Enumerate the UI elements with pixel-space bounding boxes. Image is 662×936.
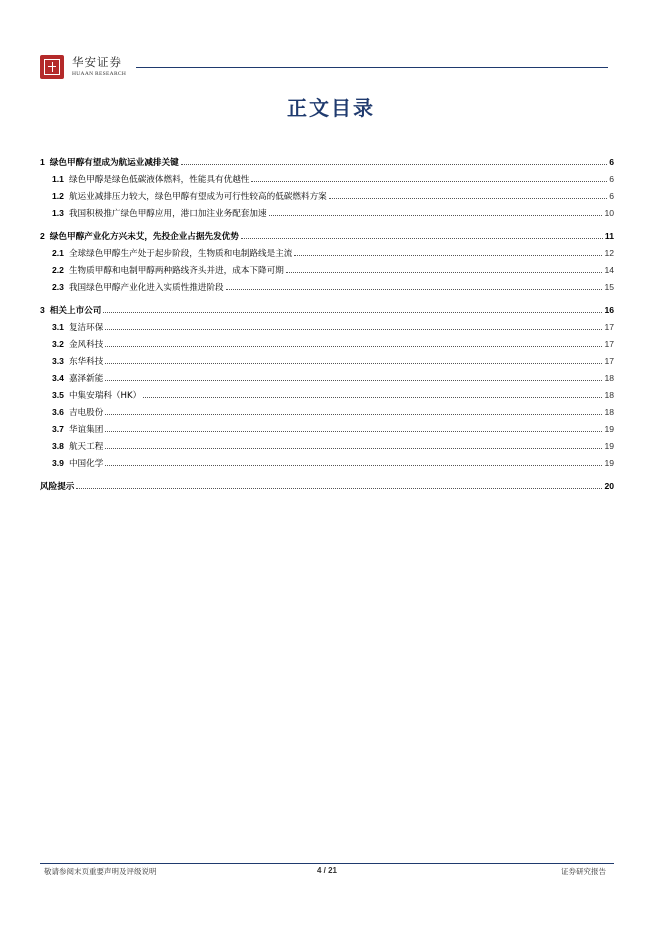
toc-entry-page: 14 [604, 265, 614, 275]
toc-dot-leader [105, 363, 602, 364]
toc-entry-page: 19 [604, 458, 614, 468]
toc-entry-page: 15 [604, 282, 614, 292]
toc-entry-label: 金风科技 [68, 340, 104, 350]
page-header [40, 54, 608, 80]
toc-dot-leader [329, 198, 607, 199]
toc-dot-leader [105, 329, 602, 330]
toc-entry-page: 18 [604, 390, 614, 400]
toc-entry-label: 东华科技 [68, 357, 104, 367]
toc-entry-page: 18 [604, 407, 614, 417]
toc-dot-leader [269, 215, 603, 216]
toc-entry-label: 航天工程 [68, 442, 104, 452]
toc-subsection-entry[interactable] [40, 190, 614, 207]
toc-entry-label: 风险提示 [40, 482, 75, 492]
toc-entry-label: 绿色甲醇是绿色低碳液体燃料，性能具有优越性 [68, 175, 250, 185]
toc-dot-leader [143, 397, 602, 398]
toc-entry-number: 3.9 [52, 458, 64, 468]
toc-entry-page: 6 [609, 174, 614, 184]
footer-divider [40, 863, 614, 864]
toc-entry-number: 3.5 [52, 390, 64, 400]
toc-entry-number: 3 [40, 305, 45, 315]
toc-entry-page: 11 [604, 231, 614, 241]
toc-entry-label: 绿色甲醇有望成为航运业减排关键 [49, 158, 179, 168]
page-footer [40, 866, 614, 880]
toc-subsection-entry[interactable] [40, 247, 614, 264]
toc-entry-number: 3.8 [52, 441, 64, 451]
toc-entry-label: 生物质甲醇和电制甲醇两种路线齐头并进，成本下降可期 [68, 266, 284, 276]
footer-report-type: 证券研究报告 [561, 867, 606, 876]
toc-dot-leader [251, 181, 607, 182]
toc-entry-page: 6 [609, 157, 614, 167]
toc-subsection-entry[interactable] [40, 338, 614, 355]
toc-subsection-entry[interactable] [40, 207, 614, 224]
brand-name-en: HUAAN RESEARCH [72, 71, 127, 77]
header-divider [136, 67, 608, 68]
toc-subsection-entry[interactable] [40, 423, 614, 440]
toc-entry-number: 3.6 [52, 407, 64, 417]
toc-subsection-entry[interactable] [40, 457, 614, 474]
toc-dot-leader [294, 255, 602, 256]
toc-entry-number: 2.2 [52, 265, 64, 275]
toc-entry-label: 全球绿色甲醇生产处于起步阶段，生物质和电制路线是主流 [68, 249, 293, 259]
toc-entry-label: 我国积极推广绿色甲醇应用，港口加注业务配套加速 [68, 209, 267, 219]
toc-entry-number: 1 [40, 157, 45, 167]
toc-dot-leader [286, 272, 603, 273]
brand-name-cn: 华安证券 [72, 55, 122, 69]
toc-entry-page: 19 [604, 424, 614, 434]
toc-section-entry[interactable] [40, 156, 614, 173]
toc-dot-leader [105, 465, 602, 466]
toc-subsection-entry[interactable] [40, 372, 614, 389]
toc-entry-number: 3.4 [52, 373, 64, 383]
table-of-contents [40, 156, 614, 497]
toc-entry-page: 17 [604, 356, 614, 366]
toc-entry-page: 19 [604, 441, 614, 451]
toc-subsection-entry[interactable] [40, 264, 614, 281]
page-title: 正文目录 [287, 96, 375, 120]
toc-subsection-entry[interactable] [40, 321, 614, 338]
toc-dot-leader [105, 414, 602, 415]
toc-entry-label: 复洁环保 [68, 323, 104, 333]
toc-dot-leader [181, 164, 608, 165]
toc-section-entry[interactable] [40, 480, 614, 497]
toc-entry-page: 17 [604, 322, 614, 332]
toc-entry-page: 16 [604, 305, 614, 315]
toc-entry-number: 3.1 [52, 322, 64, 332]
toc-entry-label: 绿色甲醇产业化方兴未艾，先投企业占据先发优势 [49, 232, 239, 242]
toc-entry-label: 我国绿色甲醇产业化进入实质性推进阶段 [68, 283, 224, 293]
toc-dot-leader [105, 431, 602, 432]
footer-disclaimer: 敬请参阅末页重要声明及评级说明 [44, 867, 157, 876]
toc-entry-label: 嘉泽新能 [68, 374, 104, 384]
toc-entry-page: 17 [604, 339, 614, 349]
toc-subsection-entry[interactable] [40, 355, 614, 372]
toc-dot-leader [76, 488, 602, 489]
toc-subsection-entry[interactable] [40, 281, 614, 298]
toc-entry-label: 吉电股份 [68, 408, 104, 418]
toc-dot-leader [241, 238, 603, 239]
toc-entry-number: 1.1 [52, 174, 64, 184]
toc-entry-label: 航运业减排压力较大，绿色甲醇有望成为可行性较高的低碳燃料方案 [68, 192, 327, 202]
toc-entry-number: 2.3 [52, 282, 64, 292]
toc-dot-leader [105, 380, 602, 381]
brand-seal-logo [40, 55, 64, 79]
toc-entry-number: 3.7 [52, 424, 64, 434]
toc-entry-number: 2.1 [52, 248, 64, 258]
toc-entry-page: 6 [609, 191, 614, 201]
toc-entry-label: 华谊集团 [68, 425, 104, 435]
toc-entry-number: 2 [40, 231, 45, 241]
toc-entry-number: 1.3 [52, 208, 64, 218]
toc-section-entry[interactable] [40, 304, 614, 321]
toc-subsection-entry[interactable] [40, 406, 614, 423]
toc-entry-page: 12 [604, 248, 614, 258]
toc-entry-page: 20 [604, 481, 614, 491]
toc-entry-label: 中国化学 [68, 459, 104, 469]
toc-dot-leader [103, 312, 602, 313]
toc-entry-page: 10 [604, 208, 614, 218]
toc-entry-label: 相关上市公司 [49, 306, 102, 316]
toc-entry-number: 3.3 [52, 356, 64, 366]
toc-entry-number: 1.2 [52, 191, 64, 201]
toc-subsection-entry[interactable] [40, 173, 614, 190]
toc-section-entry[interactable] [40, 230, 614, 247]
toc-dot-leader [105, 448, 602, 449]
toc-entry-label: 中集安瑞科（HK） [68, 391, 142, 401]
toc-subsection-entry[interactable] [40, 440, 614, 457]
toc-entry-page: 18 [604, 373, 614, 383]
toc-dot-leader [226, 289, 603, 290]
toc-dot-leader [105, 346, 602, 347]
toc-subsection-entry[interactable] [40, 389, 614, 406]
page-number: 4 / 21 [316, 866, 337, 875]
toc-entry-number: 3.2 [52, 339, 64, 349]
